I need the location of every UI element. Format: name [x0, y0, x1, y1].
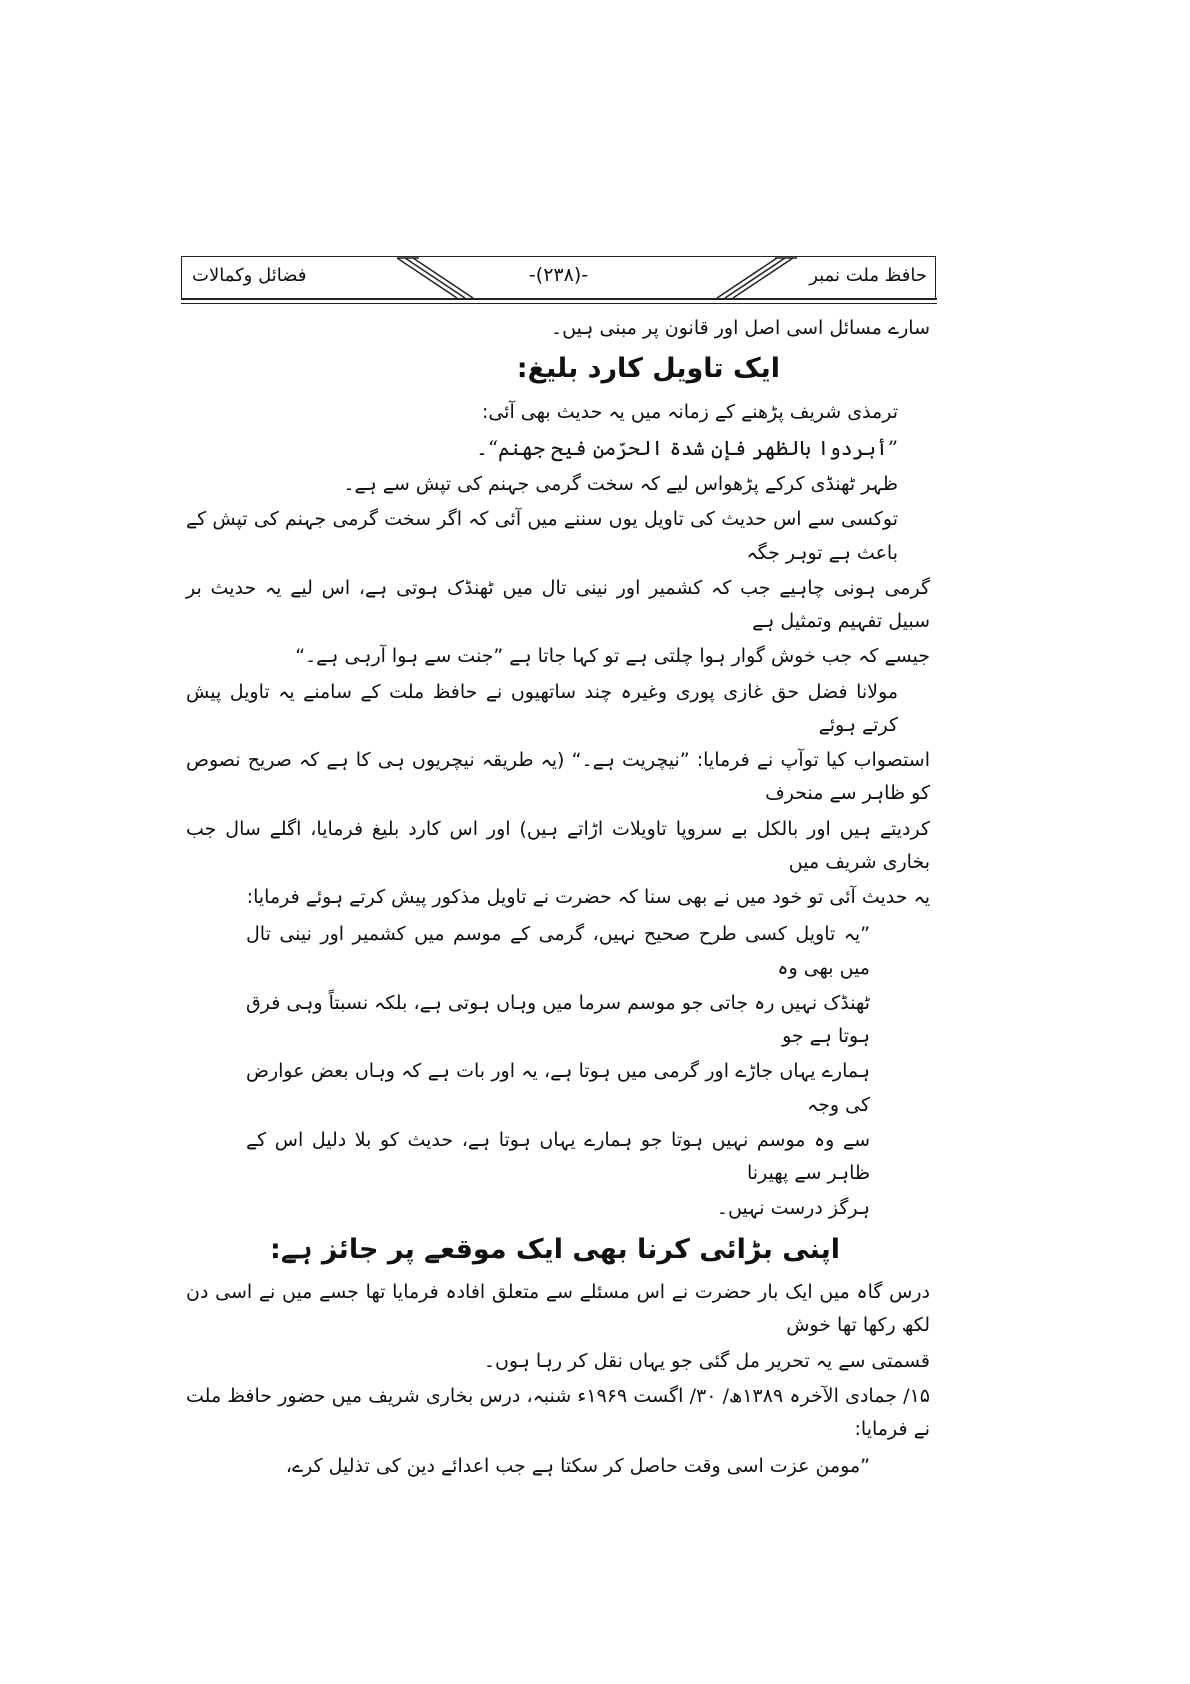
date-line: ۱۵/ جمادی الآخرہ ۱۳۸۹ھ/ ۳۰/ اگست ۱۹۶۹ء شنبہ، درس بخاری شریف میں حضور حافظ ملت نے فرمایا: [186, 1384, 930, 1440]
body-line: درس گاہ میں ایک بار حضرت نے اس مسئلے سے متعلق افادہ فرمایا تھا جسے میں نے اسی دن لکھ رکھا تھا خوش [186, 1281, 930, 1337]
section-heading: ایک تاویل کارد بلیغ: [516, 353, 780, 385]
section-heading: اپنی بڑائی کرنا بھی ایک موقعے پر جائز ہے: [270, 1233, 840, 1265]
header-double-rule [181, 298, 937, 304]
quote-line: ہرگز درست نہیں۔ [716, 1197, 870, 1220]
body-line: گرمی ہونی چاہیے جب کہ کشمیر اور نینی تال میں ٹھنڈک ہوتی ہے، اس لیے یہ حدیث بر سبیل تفہیم وتمثیل ہے [186, 576, 930, 632]
block-quote [186, 918, 930, 1225]
body-line: استصواب کیا توآپ نے فرمایا: ”نیچریت ہے۔“ (یہ طریقہ نیچریوں ہی کا ہے کہ صریح نصوص کو ظاہر سے منحرف [186, 749, 930, 805]
running-header [181, 256, 936, 299]
body-line: قسمتی سے یہ تحریر مل گئی جو یہاں نقل کر رہا ہوں۔ [483, 1349, 930, 1372]
header-diagonal-ornament-right [687, 257, 797, 299]
page-number: -(۲۳۸)- [528, 264, 589, 286]
body-line: کردیتے ہیں اور بالکل بے سروپا تاویلات اڑاتے ہیں) اور اس کارد بلیغ فرمایا، اگلے سال جب بخاری شریف میں [186, 817, 930, 873]
body-line: یہ حدیث آئی تو خود میں نے بھی سنا کہ حضرت نے تاویل مذکور پیش کرتے ہوئے فرمایا: [246, 886, 930, 908]
arabic-hadith-quote: ”أبردوا بالظهر فإن شدة الحرّمن فيح جهنم“۔ [476, 436, 898, 460]
body-line: مولانا فضل حق غازی پوری وغیرہ چند ساتھیوں نے حافظ ملت کے سامنے یہ تاویل پیش کرتے ہوئے [186, 680, 898, 736]
quote-line: ”مومن عزت اسی وقت حاصل کر سکتا ہے جب اعدائے دین کی تذلیل کرے، [285, 1455, 870, 1478]
body-line: توکسی سے اس حدیث کی تاویل یوں سننے میں آئی کہ اگر سخت گرمی جہنم کی تپش کے باعث ہے توہر جگہ [186, 508, 898, 564]
header-section-title: فضائل وکمالات [192, 265, 307, 286]
quote-line: ٹھنڈک نہیں رہ جاتی جو موسم سرما میں وہاں ہوتی ہے، بلکہ نسبتاً وہی فرق ہوتا ہے جو [246, 991, 870, 1047]
body-line: ظہر ٹھنڈی کرکے پڑھواس لیے کہ سخت گرمی جہنم کی تپش سے ہے۔ [343, 473, 898, 495]
quote-line: ہمارے یہاں جاڑے اور گرمی میں ہوتا ہے، یہ اور بات ہے کہ وہاں بعض عوارض کی وجہ [246, 1060, 870, 1116]
body-line: سارے مسائل اسی اصل اور قانون پر مبنی ہیں۔ [550, 317, 930, 339]
header-issue-title: حافظ ملت نمبر [809, 265, 927, 286]
page-body [186, 312, 930, 1488]
body-line: جیسے کہ جب خوش گوار ہوا چلتی ہے تو کہا جاتا ہے ”جنت سے ہوا آرہی ہے۔“ [295, 645, 930, 668]
body-line: ترمذی شریف پڑھنے کے زمانہ میں یہ حدیث بھی آئی: [481, 400, 898, 423]
quote-line: سے وہ موسم نہیں ہوتا جو ہمارے یہاں ہوتا ہے، حدیث کو بلا دلیل اس کے ظاہر سے پھیرنا [246, 1128, 870, 1184]
quote-line: ”یہ تاویل کسی طرح صحیح نہیں، گرمی کے موسم میں کشمیر اور نینی تال میں بھی وہ [246, 923, 870, 979]
